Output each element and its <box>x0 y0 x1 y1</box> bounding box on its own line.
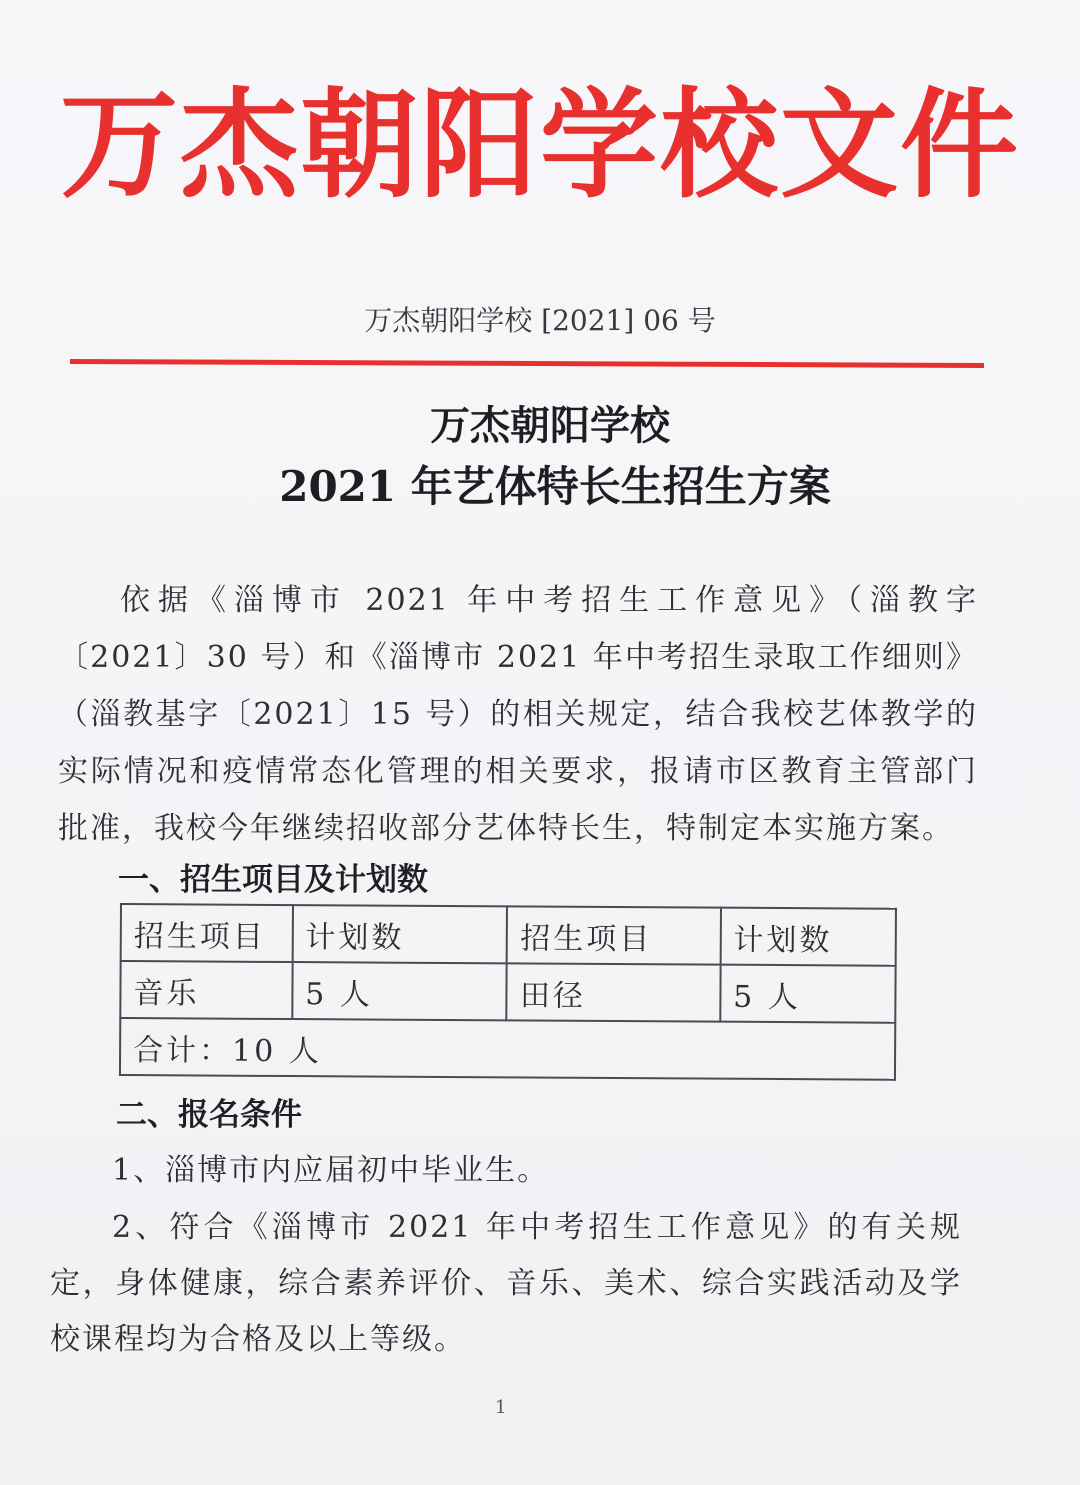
condition-item: 1、淄博市内应届初中毕业生。 <box>112 1153 550 1188</box>
section1-heading: 一、招生项目及计划数 <box>118 862 428 898</box>
condition-item: 2、符合《淄博市 2021 年中考招生工作意见》的有关规定，身体健康，综合素养评价、音乐、美术、综合实践活动及学校课程均为合格及以上等级。 <box>50 1210 962 1357</box>
table-cell: 音乐 <box>120 961 292 1019</box>
enrollment-plan-table <box>119 903 897 1081</box>
document-title-line2: 2021 年艺体特长生招生方案 <box>279 462 831 511</box>
document-title-line1: 万杰朝阳学校 <box>430 402 670 449</box>
table-row <box>120 961 895 1023</box>
table-total-cell: 合计：10 人 <box>120 1018 895 1080</box>
intro-paragraph: 依据《淄博市 2021 年中考招生工作意见》（淄教字〔2021〕30 号）和《淄博市 2021 年中考招生录取工作细则》（淄教基字〔2021〕15 号）的相关规定，结合我校艺体教学的实际情况和疫情常态化管理的相关要求，报请市区教育主管部门批准，我校今年继续招收部分艺体特长生，特制定本实施方案。 <box>58 583 978 846</box>
table-cell: 田径 <box>507 963 721 1021</box>
header-red-divider <box>70 359 984 368</box>
table-row <box>121 904 896 966</box>
table-cell: 5 人 <box>292 962 507 1020</box>
document-number: 万杰朝阳学校 [2021] 06 号 <box>364 304 716 337</box>
section2-heading: 二、报名条件 <box>116 1097 302 1133</box>
table-row <box>120 1018 895 1080</box>
document-header-title: 万杰朝阳学校文件 <box>60 75 1021 214</box>
table-header-cell: 计划数 <box>720 908 896 966</box>
table-cell: 5 人 <box>720 965 896 1023</box>
table-header-cell: 计划数 <box>292 905 507 963</box>
table-header-cell: 招生项目 <box>121 904 293 962</box>
table-header-cell: 招生项目 <box>507 906 721 964</box>
page-number: 1 <box>495 1397 507 1418</box>
